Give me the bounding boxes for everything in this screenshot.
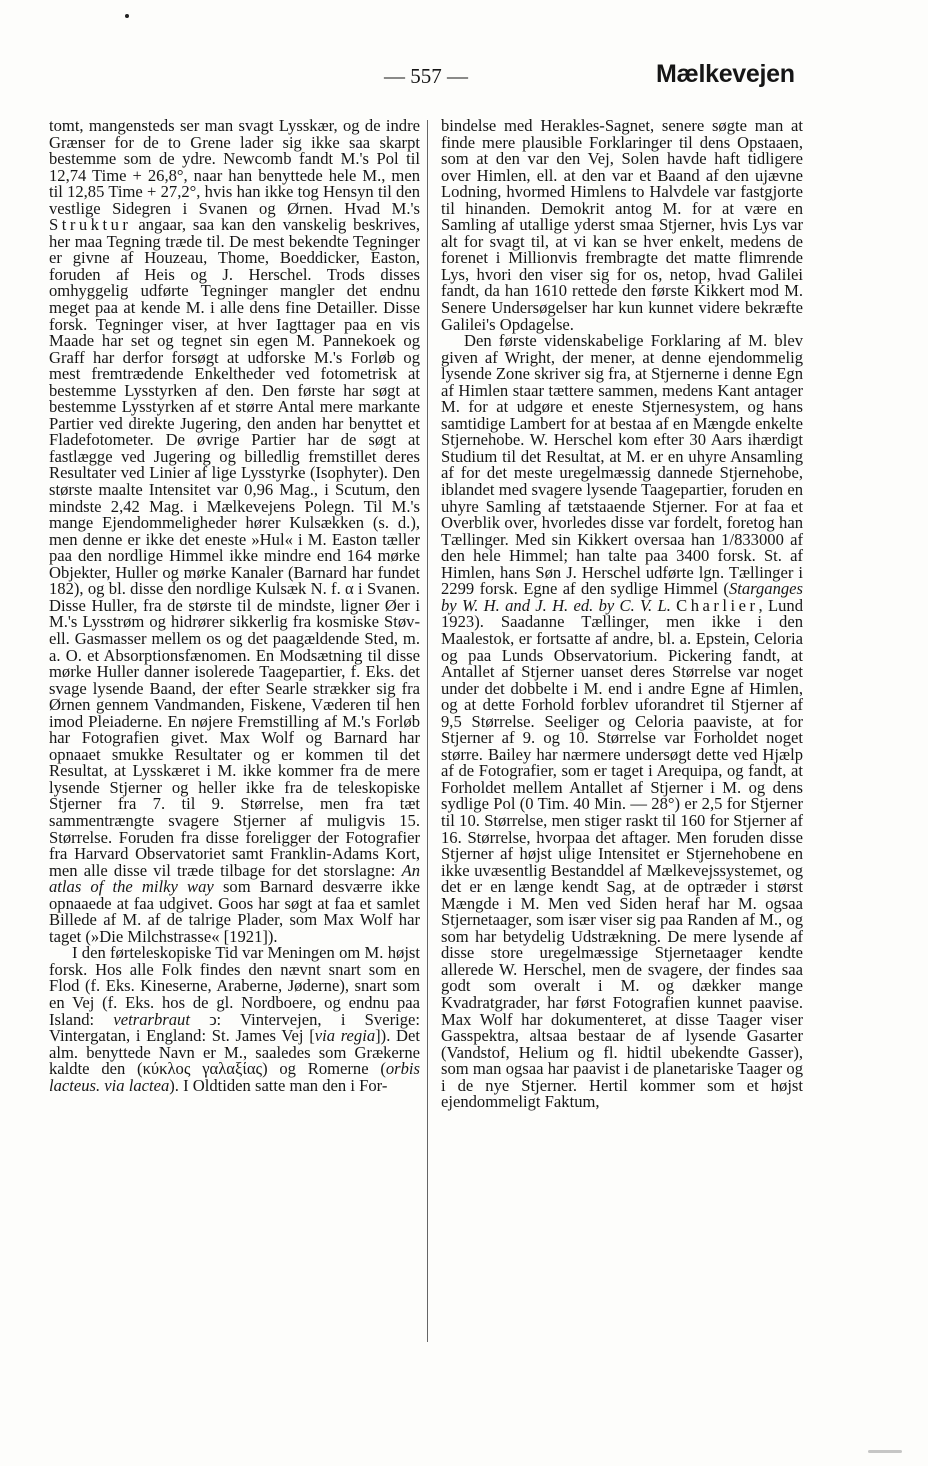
text-run: som Barnard desværre ikke opnaaede at faa udgivet. Goos har søgt at faa et samlet Billede af M. af de talrige Plader, som Max Wolf har taget (»Die Milchstrasse« [1921]). bbox=[49, 877, 420, 946]
page-dot bbox=[125, 14, 129, 18]
left-paragraph-2 bbox=[49, 945, 420, 1094]
scan-mark bbox=[868, 1450, 902, 1453]
spaced-term: Struktur bbox=[49, 215, 132, 235]
right-paragraph-1: bindelse med Herakles-Sagnet, senere søgte man at finde mere plausible Forklaringer til dens Opstaaen, som at den var den Vej, Solen havde haft tidligere over Himlen, ell. at den var et Baand af den ujævne Lodning, hvormed Himlens to Halvdele var fastgjorte til hinanden. Demokrit antog M. for at være en Samling af utallige yderst smaa Stjerner, hvis Lys var alt for svagt til, at vi kan se hver enkelt, medens de forenet i Millionvis frembragte det matte flimrende Lys, hvori den viser sig for os, netop, hvad Galilei fandt, da han 1610 rettede den første Kikkert mod M. Senere Undersøgelser har kun kunnet videre bekræfte Galilei's Opdagelse. bbox=[441, 116, 803, 334]
text-run: ]). Det alm. benyttede Navn er M., saaledes som Grækerne kaldte den (κύκλος γαλαξίας) og Romerne ( bbox=[49, 1026, 420, 1079]
right-column bbox=[441, 118, 803, 1111]
left-paragraph-1 bbox=[49, 118, 420, 945]
italic-title: An atlas of the milky way bbox=[49, 860, 420, 897]
text-run: angaar, saa kan den vanskelig beskrives, her maa Tegning træde til. De mest bekendte Tegninger er givne af Houzeau, Thome, Boeddicker, Easton, foruden af Heis og J. Herschel. Trods disses omhyggelig udførte Tegninger mangler det endnu meget paa at kende M. i alle dens fine Detailler. Disse forsk. Tegninger viser, at hver Iagttager paa en vis Maade har set og tegnet sin egen M. Pannekoek og Graff har derfor forsøgt at udforske M.'s Forløb og mest fremtrædende Enkeltheder ved fotometrisk at bestemme Lysstyrken af den. Den første har søgt at bestemme Lysstyrken af et større Antal mere markante Partier ved direkte Jugering, den anden har benyttet et Fladefotometer. De øvrige Partier har de søgt at fastlægge ved Jugering og billedlig fremstillet deres Resultater ved Linier af lige Lysstyrke (Isophyter). Den største maalte Intensitet var 0,96 Mag., i Scutum, den mindste 2,42 Mag. i Mælkevejens Polegn. Til M.'s mange Ejendommeligheder hører Kulsækken (s. d.), men denne er ikke det eneste »Hul« i M. Easton tæller paa den nordlige Himmel ikke mindre end 164 mørke Objekter, Huller og mørke Kanaler (Barnard har fundet 182), og bl. disse den nordlige Kulsæk N. f. α i Svanen. Disse Huller, fra de største til de mindste, ligner Øer i M.'s Lysstrøm og hidrører sikkerlig fra kosmiske Støv- ell. Gasmasser mellem os og det paagældende Sted, m. a. O. et Absorptionsfænomen. En Modsætning til disse mørke Huller danner isolerede Taagepartier, f. Eks. det svage lysende Baand, der efter Searle strækker sig fra Ørnen gennem Vandmanden, Fiskene, Væderen til hen imod Pleiaderne. En nøjere Fremstilling af M.'s Forløb har Fotografien givet. Max Wolf og Barnard har opnaaet smukke Resultater og er kommen til det Resultat, at Lysskæret i M. ikke kommer fra de mere lysende Stjerner og heller ikke fra de teleskopiske Stjerner fra 7. til 9. Størrelse, men fra tæt sammentrængte svagere Stjerner af muligvis 15. Størrelse. Foruden fra disse foreligger der Fotografier fra Harvard Observatoriet samt Franklin-Adams Kort, men alle disse vil træde tilbage for det storslagne: bbox=[49, 215, 420, 880]
italic-term: vetrarbraut bbox=[113, 1009, 190, 1029]
text-run: tomt, mangensteds ser man svagt Lysskær, og de indre Grænser for de to Grene lader sig ikke saa skarpt bestemme som de ydre. Newcomb fandt M.'s Pol til 12,74 Time + 26,8°, naar han benyttede hele M., men til 12,85 Time + 27,2°, hvis han ikke tog Hensyn til den vestlige Sidegren i Svanen og Ørnen. Hvad M.'s bbox=[49, 116, 420, 218]
spaced-name: Charlier bbox=[676, 595, 759, 615]
italic-term: orbis lacteus. via lactea bbox=[49, 1059, 420, 1095]
column-divider bbox=[427, 120, 428, 1342]
page-number: — 557 — bbox=[384, 64, 468, 88]
right-paragraph-2 bbox=[441, 333, 803, 1111]
text-run: , Lund 1923). Saadanne Tællinger, men ikke i den Maalestok, er fortsatte af andre, bl. a. Epstein, Celoria og paa Lunds Observatorium. Pickering fandt, at Antallet af Stjerner uanset deres Størrelse var noget under det dobbelte i M. end i andre Egne af Himlen, og at dette Forhold forblev uforandret til Stjerner af 9,5 Størrelse. Seeliger og Celoria paaviste, at for Stjerner af 9. og 10. Størrelse var Forholdet noget større. Bailey har nærmere undersøgt dette ved Hjælp af de Fotografier, som er taget i Arequipa, og fandt, at Forholdet mellem Antallet af Stjerner i M. og dens sydlige Pol (0 Tim. 40 Min. — 28°) er 2,5 for Stjerner til 10. Størrelse, men stiger raskt til 160 for Stjerner af 16. Størrelse, hvorpaa det aftager. Men foruden disse Stjerner af højst ulige Intensitet er Stjernehobene en ikke uvæsentlig Bestanddel af Mælkevejssystemet, og det er en længe kendt Sag, at de optræder i størst Mængde i M. Men ved Siden heraf har M. ogsaa Stjernetaager, som især viser sig paa Randen af M., og som har betydelig Udstrækning. De mere lysende af disse store uregelmæssige Stjernetaager kendte allerede W. Herschel, men de svagere, der findes saa godt som overalt i M. og dækker mange Kvadratgrader, har først Fotografien kunnet paavise. Max Wolf har dokumenteret, at disse Taager viser Gasspektra, altsaa bestaar de af lysende Gasarter (Vandstof, Helium og fl. hidtil ubekendte Gasser), som man ogsaa har paavist i de planetariske Taager og i de nye Stjerner. Hertil kommer som et højst ejendommeligt Faktum, bbox=[441, 595, 803, 1112]
text-run: I den førteleskopiske Tid var Meningen om M. højst forsk. Hos alle Folk findes den nævnt snart som en Flod (f. Eks. Kineserne, Araberne, Jøderne), snart som en Vej (f. Eks. hos de gl. Nordboere, og endnu paa Island: bbox=[49, 943, 420, 1029]
left-column bbox=[49, 118, 420, 1094]
italic-term: via regia bbox=[314, 1026, 376, 1046]
text-run: ). I Oldtiden satte man den i For- bbox=[169, 1075, 388, 1095]
text-run: ↄ: Vintervejen, i Sverige: Vintergatan, i England: St. James Vej [ bbox=[49, 1009, 420, 1046]
text-run: Den første videnskabelige Forklaring af M. blev given af Wright, der mener, at denne ejendommelig lysende Zone skriver sig fra, at Stjernerne i denne Egn af Himlen staar tættere sammen, medens Kant antager M. for at udgøre et eneste Stjernesystem, og hans samtidige Lambert for at bestaa af en Mængde enkelte Stjernehobe. W. Herschel kom efter 30 Aars ihærdigt Studium til det Resultat, at M. er en uhyre Ansamling af for det meste uregelmæssig dannede Stjernehobe, iblandet med svagere lysende Taagepartier, foruden en uhyre Samling af tætstaaende Stjerner. For at faa et Overblik over, hvorledes disse var fordelt, foretog han Tællinger. Med sin Kikkert oversaa han 1/833000 af den hele Himmel; han talte paa 3400 forsk. St. af Himlen, hans Søn J. Herschel udførte lgn. Tællinger i 2299 forsk. Egne af den sydlige Himmel ( bbox=[441, 331, 803, 599]
italic-citation: Starganges by W. H. and J. H. ed. by C. V. L. bbox=[441, 579, 803, 615]
running-title: Mælkevejen bbox=[656, 60, 795, 88]
